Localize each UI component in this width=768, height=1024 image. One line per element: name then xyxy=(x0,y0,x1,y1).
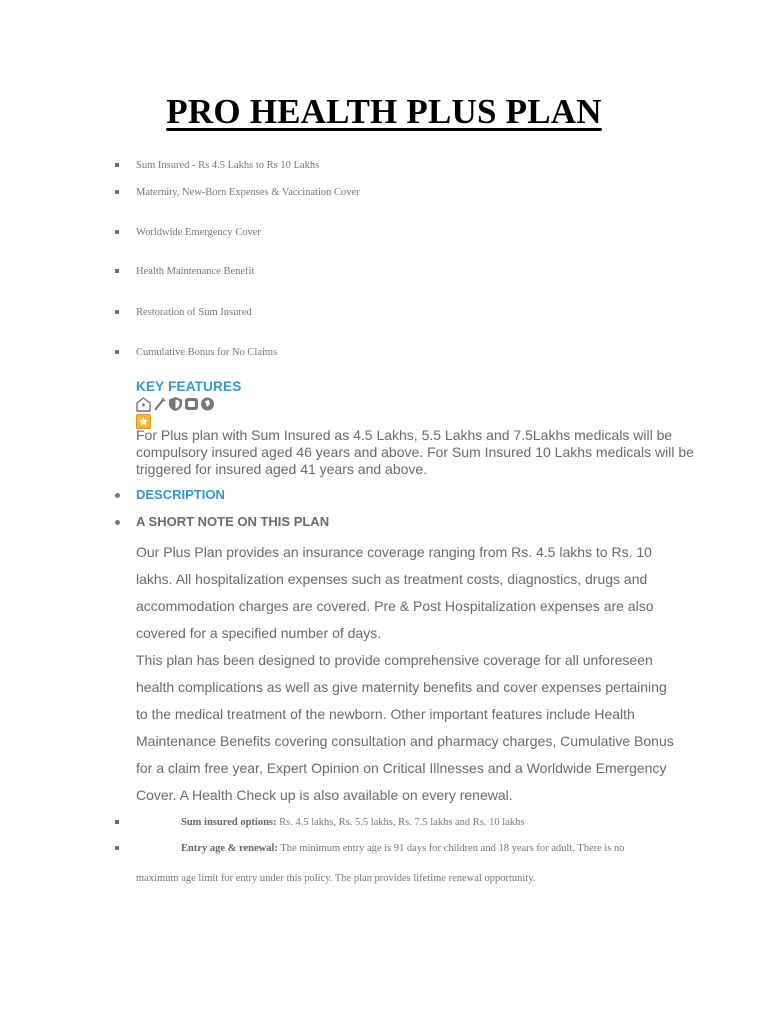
feature-icon-row xyxy=(136,396,215,414)
page-title: PRO HEALTH PLUS PLAN xyxy=(166,92,602,131)
bullet-icon xyxy=(115,310,119,314)
short-note-heading: A SHORT NOTE ON THIS PLAN xyxy=(136,514,330,529)
bullet-icon xyxy=(115,190,119,194)
list-item: Worldwide Emergency Cover xyxy=(136,227,261,238)
entry-age-renewal xyxy=(181,843,625,854)
entry-age-label: Entry age & renewal: xyxy=(181,843,278,854)
description-heading: DESCRIPTION xyxy=(136,487,225,502)
globe-icon xyxy=(200,396,215,412)
list-item: Cumulative Bonus for No Claims xyxy=(136,347,278,358)
bullet-icon xyxy=(115,846,119,850)
key-features-heading: KEY FEATURES xyxy=(136,379,242,394)
list-item: Maternity, New-Born Expenses & Vaccination Cover xyxy=(136,187,360,198)
bullet-icon xyxy=(115,520,120,525)
entry-age-value: The minimum entry age is 91 days for children and 18 years for adult. There is no xyxy=(280,843,625,854)
list-item: Sum Insured - Rs 4.5 Lakhs to Rs 10 Lakhs xyxy=(136,160,320,171)
bullet-icon xyxy=(115,493,120,498)
bullet-icon xyxy=(115,230,119,234)
sum-insured-options xyxy=(181,817,524,828)
hospital-icon xyxy=(136,396,151,412)
sum-insured-label: Sum insured options: xyxy=(181,817,277,828)
key-features-note: For Plus plan with Sum Insured as 4.5 Lakhs, 5.5 Lakhs and 7.5Lakhs medicals will be compulsory insured aged 46 years and above. For Sum Insured 10 Lakhs medicals will be triggered for insured aged 41 years and above. xyxy=(136,427,694,477)
bullet-icon xyxy=(115,820,119,824)
description-paragraph-1: Our Plus Plan provides an insurance coverage ranging from Rs. 4.5 lakhs to Rs. 10 lakhs. All hospitalization expenses such as treatment costs, diagnostics, drugs and accommodation charges are covered. Pre & Post Hospitalization expenses are also covered for a specified number of days. xyxy=(136,544,654,641)
bullet-icon xyxy=(115,163,119,167)
bullet-icon xyxy=(115,269,119,273)
description-paragraph-2: This plan has been designed to provide comprehensive coverage for all unforeseen health complications as well as give maternity benefits and cover expenses pertaining to the medical treatment of the newborn. Other important features include Health Maintenance Benefits covering consultation and pharmacy charges, Cumulative Bonus for a claim free year, Expert Opinion on Critical Illnesses and a Worldwide Emergency Cover. A Health Check up is also available on every renewal. xyxy=(136,652,674,803)
syringe-icon xyxy=(152,396,167,412)
shield-icon xyxy=(168,396,183,412)
bullet-icon xyxy=(115,350,119,354)
sum-insured-value: Rs. 4.5 lakhs, Rs. 5.5 lakhs, Rs. 7.5 lakhs and Rs. 10 lakhs xyxy=(279,817,525,828)
medical-badge-icon xyxy=(184,396,199,412)
list-item: Health Maintenance Benefit xyxy=(136,266,255,277)
entry-age-continuation: maximum age limit for entry under this policy. The plan provides lifetime renewal opportunity. xyxy=(136,873,536,884)
list-item: Restoration of Sum Insured xyxy=(136,307,252,318)
